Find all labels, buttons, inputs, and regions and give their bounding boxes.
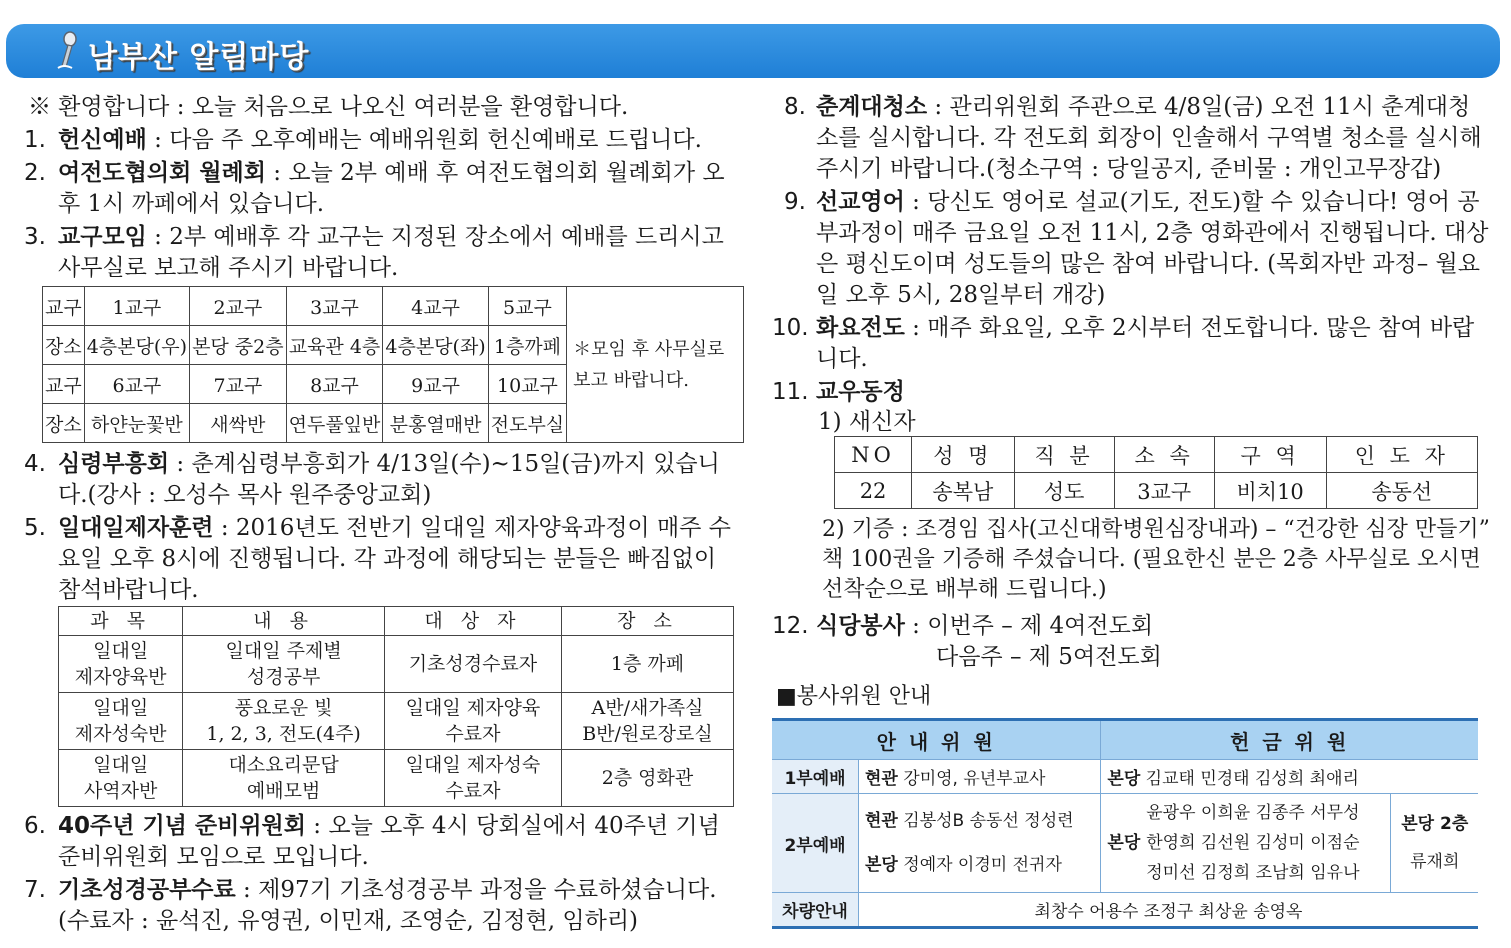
names: 류재희 <box>1410 852 1460 872</box>
table-header: 성 명 <box>912 437 1014 473</box>
notice-item <box>24 513 744 606</box>
notice-heading: 교구모임 <box>58 224 147 250</box>
notice-text: : 당신도 영어로 설교(기도, 전도)할 수 있습니다! 영어 공부과정이 매주 금요일 오전 11시, 2층 영화관에서 진행됩니다. 대상은 평신도이며 성도들의 많은 참여 바랍니다. (목회자반 과정– 월요일 오후 5시, 28일부터 개강) <box>816 189 1489 308</box>
table-cell: 일대일 사역자반 <box>59 750 183 807</box>
table-header: 인 도 자 <box>1326 437 1477 473</box>
notice-heading: 40주년 기념 준비위원회 <box>58 813 306 839</box>
place-label: 본당 <box>1107 769 1141 789</box>
notice-number: 1. <box>24 127 46 153</box>
names: 강미영, 유년부교사 <box>903 769 1046 789</box>
offering-floor2-cell <box>1391 794 1478 893</box>
notice-text: : 매주 화요일, 오후 2시부터 전도합니다. 많은 참여 바랍니다. <box>816 315 1475 372</box>
offering-cell <box>1101 760 1478 794</box>
table-cell: 3교구 <box>1114 473 1214 509</box>
notice-text-line2: 다음주 – 제 5여전도회 <box>936 644 1162 670</box>
place-label: 현관 <box>865 811 898 831</box>
table-cell: 2층 영화관 <box>561 750 733 807</box>
names: 정예자 이경미 전귀자 <box>903 855 1062 875</box>
names: 김교태 민경태 김성희 최애리 <box>1145 769 1359 789</box>
welcome-message: ※ 환영합니다 : 오늘 처음으로 나오신 여러분을 환영합니다. <box>28 94 629 120</box>
notice-heading: 교우동정 <box>816 379 905 405</box>
notice-item <box>772 187 1492 311</box>
table-cell: 교구 <box>43 365 85 404</box>
table-cell: 비치10 <box>1214 473 1326 509</box>
notice-number: 12. <box>772 613 809 639</box>
service-label: 1부예배 <box>772 760 859 794</box>
table-cell: 본당 중2층 <box>190 326 287 365</box>
donation-text: : 조경임 집사(고신대학병원심장내과) – “건강한 심장 만들기” 책 100권을 기증해 주셨습니다. (필요한신 분은 2층 사무실로 오시면 선착순으로 배부해 드립니다.) <box>822 517 1490 602</box>
table-cell: 하얀눈꽃반 <box>84 404 189 443</box>
place-label: 현관 <box>865 769 898 789</box>
notice-item <box>772 313 1492 375</box>
notice-heading: 심령부흥회 <box>58 451 170 477</box>
service-table <box>772 718 1478 929</box>
page-title: 남부산 알림마당 <box>88 40 310 75</box>
table-header: 장 소 <box>561 607 733 636</box>
district-note: ＊모임 후 사무실로 보고 바랍니다. <box>567 287 744 443</box>
table-header: 구 역 <box>1214 437 1326 473</box>
notice-heading: 춘계대청소 <box>816 94 928 120</box>
microphone-icon <box>50 30 84 72</box>
table-cell: 전도부실 <box>488 404 566 443</box>
notice-item <box>772 377 1492 408</box>
names: 한영희 김선원 김성미 이점순 <box>1146 833 1360 853</box>
notice-number: 11. <box>772 379 809 405</box>
header-banner <box>6 24 1500 78</box>
table-header: 소 속 <box>1114 437 1214 473</box>
notice-item <box>24 449 744 511</box>
notice-text: : 관리위원회 주관으로 4/8일(금) 오전 11시 춘계대청소를 실시합니다. 각 전도회 회장이 인솔해서 구역별 청소를 실시해 주시기 바랍니다.(청소구역 : 당일공지, 준비물 : 개인고무장갑) <box>816 94 1482 182</box>
notice-text: : 2부 예배후 각 교구는 지정된 장소에서 예배를 드리시고 사무실로 보고해 주시기 바랍니다. <box>58 224 724 281</box>
table-cell: 일대일 제자성숙 수료자 <box>384 750 561 807</box>
service-label: 2부예배 <box>772 794 859 893</box>
table-header: 대 상 자 <box>384 607 561 636</box>
table-cell: 일대일 제자성숙반 <box>59 693 183 750</box>
newcomers-table <box>834 436 1478 509</box>
table-cell: 새싹반 <box>190 404 287 443</box>
guide-cell <box>859 794 1101 893</box>
district-table <box>42 286 744 443</box>
notice-number: 10. <box>772 315 809 341</box>
table-cell: 교구 <box>43 287 85 326</box>
place-label: 본당 <box>1107 833 1141 853</box>
service-section <box>772 679 1492 929</box>
table-cell: 풍요로운 빛 1, 2, 3, 전도(4주) <box>183 693 385 750</box>
table-cell: 6교구 <box>84 365 189 404</box>
notice-number: 4. <box>24 451 46 477</box>
notice-item <box>24 125 744 156</box>
notice-item <box>24 875 744 937</box>
names: 정미선 김정희 조남희 임유나 <box>1146 863 1360 883</box>
table-cell: 5교구 <box>488 287 566 326</box>
notice-text: : 이번주 – 제 4여전도회 <box>904 613 1154 639</box>
service-label: 차량안내 <box>772 893 859 928</box>
notice-text: : 제97기 기초성경공부 과정을 수료하셨습니다. (수료자 : 윤석진, 유영권, 이민재, 조영순, 김정현, 임하리) <box>58 877 717 934</box>
left-column <box>24 92 744 937</box>
table-cell: 기초성경수료자 <box>384 636 561 693</box>
guide-cell <box>859 760 1101 794</box>
notice-heading: 여전도협의회 월례회 <box>58 160 266 186</box>
table-cell: 4층본당(좌) <box>383 326 488 365</box>
notice-number: 3. <box>24 224 46 250</box>
table-header: 직 분 <box>1014 437 1114 473</box>
notice-number: 7. <box>24 877 46 903</box>
table-cell: 장소 <box>43 326 85 365</box>
notice-text: : 오늘 오후 4시 당회실에서 40주년 기념 준비위원회 모임으로 모입니다. <box>58 813 720 870</box>
notice-heading: 헌신예배 <box>58 127 147 153</box>
table-cell: 일대일 제자양육반 <box>59 636 183 693</box>
notice-number: 6. <box>24 813 46 839</box>
table-cell: 일대일 제자양육 수료자 <box>384 693 561 750</box>
names: 윤광우 이희윤 김종주 서무성 <box>1146 803 1360 823</box>
notice-item <box>772 611 1492 673</box>
notice-item <box>772 92 1492 185</box>
notice-item <box>24 811 744 873</box>
table-cell: 3교구 <box>286 287 383 326</box>
table-cell: 송동선 <box>1326 473 1477 509</box>
offering-cell <box>1101 794 1391 893</box>
section-title: ■봉사위원 안내 <box>776 684 932 709</box>
table-cell: 성도 <box>1014 473 1114 509</box>
donation-label: 2) 기증 <box>822 517 895 542</box>
table-cell: 4교구 <box>383 287 488 326</box>
table-header: NO <box>835 437 912 473</box>
car-names: 최창수 어용수 조정구 최상윤 송영옥 <box>859 893 1479 928</box>
table-cell: 일대일 주제별 성경공부 <box>183 636 385 693</box>
notice-item <box>24 222 744 284</box>
notice-item <box>24 158 744 220</box>
table-cell: 송복남 <box>912 473 1014 509</box>
notice-heading: 선교영어 <box>816 189 905 215</box>
table-cell: 대소요리문답 예배모범 <box>183 750 385 807</box>
table-cell: 10교구 <box>488 365 566 404</box>
table-cell: 2교구 <box>190 287 287 326</box>
column-header-guide: 안 내 위 원 <box>772 720 1101 760</box>
notice-heading: 기초성경공부수료 <box>58 877 236 903</box>
names: 김봉성B 송동선 정성련 <box>903 811 1074 831</box>
right-column <box>772 92 1492 929</box>
table-cell: 4층본당(우) <box>84 326 189 365</box>
table-cell: A반/새가족실 B반/원로장로실 <box>561 693 733 750</box>
place-label: 본당 2층 <box>1401 814 1469 834</box>
table-cell: 1교구 <box>84 287 189 326</box>
donation-note <box>822 515 1492 605</box>
notice-number: 2. <box>24 160 46 186</box>
table-cell: 분홍열매반 <box>383 404 488 443</box>
notice-text: : 2016년도 전반기 일대일 제자양육과정이 매주 수요일 오후 8시에 진행됩니다. 각 과정에 해당되는 분들은 빠짐없이 참석바랍니다. <box>58 515 731 603</box>
table-cell: 9교구 <box>383 365 488 404</box>
notice-number: 5. <box>24 515 46 541</box>
table-header: 과 목 <box>59 607 183 636</box>
notice-heading: 화요전도 <box>816 315 905 341</box>
training-table <box>58 606 734 807</box>
table-cell: 장소 <box>43 404 85 443</box>
notice-number: 9. <box>784 189 806 215</box>
table-cell: 연두풀잎반 <box>286 404 383 443</box>
table-header: 내 용 <box>183 607 385 636</box>
notice-heading: 일대일제자훈련 <box>58 515 214 541</box>
notice-text: : 다음 주 오후예배는 예배위원회 헌신예배로 드립니다. <box>146 127 702 153</box>
notice-text: : 오늘 2부 예배 후 여전도협의회 월례회가 오후 1시 까페에서 있습니다. <box>58 160 725 217</box>
notice-number: 8. <box>784 94 806 120</box>
newcomers-label: 1) 새신자 <box>818 409 916 435</box>
table-cell: 8교구 <box>286 365 383 404</box>
notice-text: : 춘계심령부흥회가 4/13일(수)~15일(금)까지 있습니다.(강사 : 오성수 목사 원주중앙교회) <box>58 451 720 508</box>
place-label: 본당 <box>865 855 898 875</box>
column-header-offering: 헌 금 위 원 <box>1101 720 1478 760</box>
table-cell: 1층까페 <box>488 326 566 365</box>
table-cell: 22 <box>835 473 912 509</box>
notice-heading: 식당봉사 <box>816 613 905 639</box>
table-cell: 교육관 4층 <box>286 326 383 365</box>
table-cell: 7교구 <box>190 365 287 404</box>
table-cell: 1층 까페 <box>561 636 733 693</box>
